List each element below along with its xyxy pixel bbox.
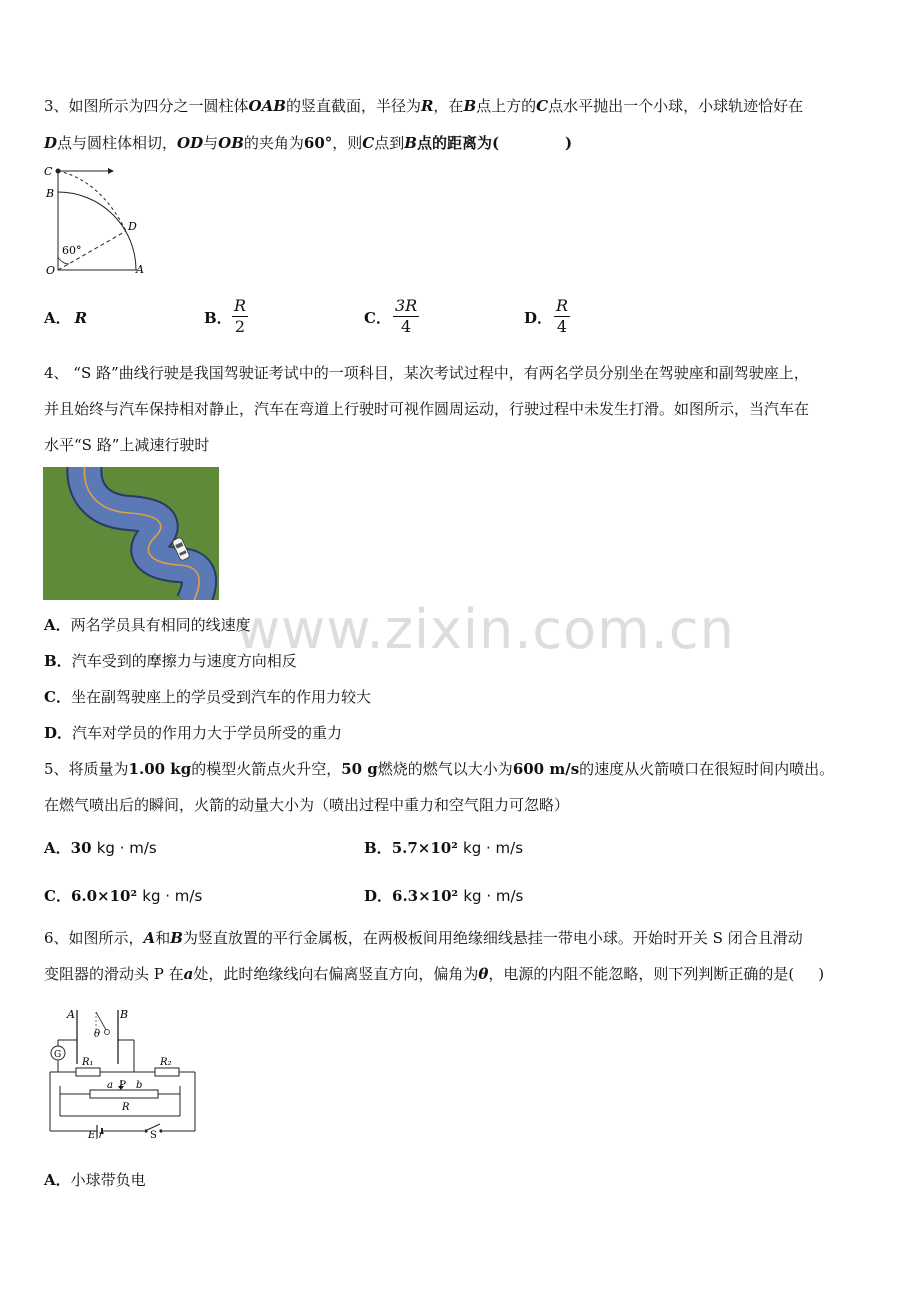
q3-option-a[interactable] — [44, 308, 87, 328]
option-value: 30 — [70, 839, 92, 857]
q6-line-1 — [44, 928, 803, 948]
q6-text: 为竖直放置的平行金属板，在两极板间用绝缘细线悬挂一带电小球。开始时开关 S 闭合且滑动 — [182, 929, 803, 947]
q5-mass-rocket: 1.00 kg — [128, 760, 192, 778]
q3-oab: OAB — [248, 97, 286, 115]
q3-text: 的夹角为 — [243, 134, 304, 152]
q6-fig-slider-b: b — [136, 1080, 143, 1091]
q4-option-a[interactable] — [44, 615, 251, 635]
option-label: B． — [364, 839, 392, 857]
q3-text: ) — [565, 134, 573, 152]
q3-line-2 — [44, 133, 572, 153]
q3-option-d-fraction — [554, 296, 570, 337]
fraction-numerator: 3R — [395, 296, 418, 315]
option-label: B． — [44, 652, 72, 670]
q6-plate-a: A — [143, 929, 156, 947]
q3-figure — [40, 160, 150, 280]
q6-plate-b: B — [170, 929, 183, 947]
option-text: 坐在副驾驶座上的学员受到汽车的作用力较大 — [70, 688, 371, 706]
option-label: C． — [364, 309, 391, 327]
option-text: 汽车受到的摩擦力与速度方向相反 — [71, 652, 297, 670]
q5-option-a[interactable] — [44, 838, 157, 858]
fraction-denominator: 2 — [234, 317, 246, 336]
q3-text: 点与圆柱体相切， — [57, 134, 178, 152]
q4-option-c[interactable] — [44, 687, 371, 707]
q3-fig-label-a: A — [136, 263, 144, 276]
q3-point-b: B — [404, 134, 417, 152]
fraction-denominator: 4 — [401, 317, 412, 336]
q6-fig-r2: R₂ — [160, 1057, 172, 1068]
q6-text: ，电源的内阻不能忽略，则下列判断正确的是( — [488, 965, 795, 983]
q6-fig-switch: S — [150, 1130, 157, 1139]
q6-text: ) — [818, 965, 825, 983]
option-label: D． — [364, 887, 393, 905]
q4-line-1: 4、 “S 路”曲线行驶是我国驾驶证考试中的一项科目，某次考试过程中，有两名学员分别坐在驾驶座和副驾驶座上， — [44, 364, 809, 382]
q5-text: 的速度从火箭喷口在很短时间内喷出。 — [579, 760, 835, 778]
option-label: D． — [524, 309, 553, 327]
q3-option-b[interactable] — [204, 308, 232, 328]
q3-point-d: D — [44, 134, 58, 152]
option-label: A． — [44, 309, 71, 327]
q6-text: 变阻器的滑动头 P 在 — [44, 965, 184, 983]
option-label: A． — [44, 1171, 71, 1189]
option-text: 小球带负电 — [70, 1171, 146, 1189]
q3-fig-label-o: O — [46, 264, 56, 277]
q3-text: 点水平抛出一个小球，小球轨迹恰好在 — [548, 97, 804, 115]
q3-fig-label-c: C — [44, 165, 53, 178]
q3-text: 3、如图所示为四分之一圆柱体 — [44, 97, 249, 115]
q5-mass-gas: 50 g — [341, 760, 378, 778]
q3-option-c[interactable] — [364, 308, 391, 328]
option-unit: kg · m/s — [142, 887, 203, 905]
q5-option-b[interactable] — [364, 838, 523, 858]
option-label: B． — [204, 309, 232, 327]
q6-theta: θ — [478, 965, 489, 983]
q3-point-c: C — [536, 97, 549, 115]
option-label: D． — [44, 724, 73, 742]
option-text: 两名学员具有相同的线速度 — [70, 616, 251, 634]
q6-text: 6、如图所示， — [44, 929, 144, 947]
q6-text: 和 — [155, 929, 171, 947]
fraction-numerator: R — [234, 296, 247, 315]
q3-radius: R — [420, 97, 434, 115]
q6-circuit-figure — [40, 1004, 210, 1139]
q5-option-c[interactable] — [44, 886, 202, 906]
q6-fig-er: E,r — [88, 1130, 104, 1139]
q3-text: 的竖直截面，半径为 — [285, 97, 421, 115]
q3-fig-label-b: B — [46, 187, 55, 200]
q6-line-2 — [44, 964, 824, 984]
galvanometer-icon: G — [54, 1050, 62, 1060]
q3-option-c-fraction — [393, 296, 419, 337]
q3-line-1 — [44, 96, 803, 116]
q5-velocity: 600 m/s — [512, 760, 580, 778]
s-road-image — [43, 467, 219, 600]
q6-slider-a: a — [183, 965, 194, 983]
q6-text: 处，此时绝缘线向右偏离竖直方向，偏角为 — [193, 965, 479, 983]
q3-text: ，在 — [433, 97, 464, 115]
q3-text: ，则 — [332, 134, 363, 152]
q5-text: 的模型火箭点火升空， — [191, 760, 342, 778]
q5-line-2: 在燃气喷出后的瞬间，火箭的动量大小为（喷出过程中重力和空气阻力可忽略） — [44, 796, 570, 814]
option-value: 5.7×10² — [391, 839, 458, 857]
q3-point-b: B — [463, 97, 477, 115]
option-label: A． — [44, 616, 71, 634]
option-unit: kg · m/s — [463, 887, 524, 905]
option-value: R — [74, 309, 88, 327]
q3-option-d[interactable] — [524, 308, 552, 328]
q3-text: 与 — [203, 134, 219, 152]
q4-option-d[interactable] — [44, 723, 342, 743]
q6-fig-r1: R₁ — [82, 1057, 94, 1068]
q6-fig-label-b: B — [120, 1008, 129, 1021]
watermark: www.zixin.com.cn — [236, 598, 735, 661]
q3-fig-label-d: D — [128, 220, 137, 233]
q6-fig-r: R — [122, 1102, 130, 1113]
q3-text: 点上方的 — [476, 97, 537, 115]
option-unit: kg · m/s — [463, 839, 524, 857]
q3-angle: 60° — [303, 134, 333, 152]
q4-option-b[interactable] — [44, 651, 297, 671]
q6-fig-slider-a: a — [107, 1080, 113, 1091]
q6-fig-label-a: A — [67, 1008, 75, 1021]
q3-option-b-fraction — [232, 296, 248, 337]
q6-option-a[interactable] — [44, 1170, 146, 1190]
q5-option-d[interactable] — [364, 886, 523, 906]
q3-fig-angle: 60° — [62, 244, 82, 257]
option-label: C． — [44, 887, 71, 905]
q6-fig-slider-p: P — [119, 1080, 126, 1091]
q5-line-1 — [44, 759, 834, 779]
q3-text: 点的距离为( — [416, 134, 500, 152]
q4-line-3: 水平“S 路”上减速行驶时 — [44, 436, 210, 454]
q5-text: 燃烧的燃气以大小为 — [377, 760, 513, 778]
q3-od: OD — [177, 134, 204, 152]
option-label: C． — [44, 688, 71, 706]
option-unit: kg · m/s — [96, 839, 157, 857]
fraction-denominator: 4 — [556, 317, 568, 336]
option-text: 汽车对学员的作用力大于学员所受的重力 — [72, 724, 343, 742]
q3-text: 点到 — [374, 134, 405, 152]
q5-text: 5、将质量为 — [44, 760, 129, 778]
option-label: A． — [44, 839, 71, 857]
q3-point-c: C — [362, 134, 375, 152]
fraction-numerator: R — [556, 296, 569, 315]
option-value: 6.3×10² — [392, 887, 459, 905]
q4-line-2: 并且始终与汽车保持相对静止，汽车在弯道上行驶时可视作圆周运动，行驶过程中未发生打滑。如图所示，当汽车在 — [44, 400, 810, 418]
q6-fig-theta: θ — [94, 1029, 101, 1040]
q3-ob: OB — [218, 134, 244, 152]
option-value: 6.0×10² — [70, 887, 138, 905]
